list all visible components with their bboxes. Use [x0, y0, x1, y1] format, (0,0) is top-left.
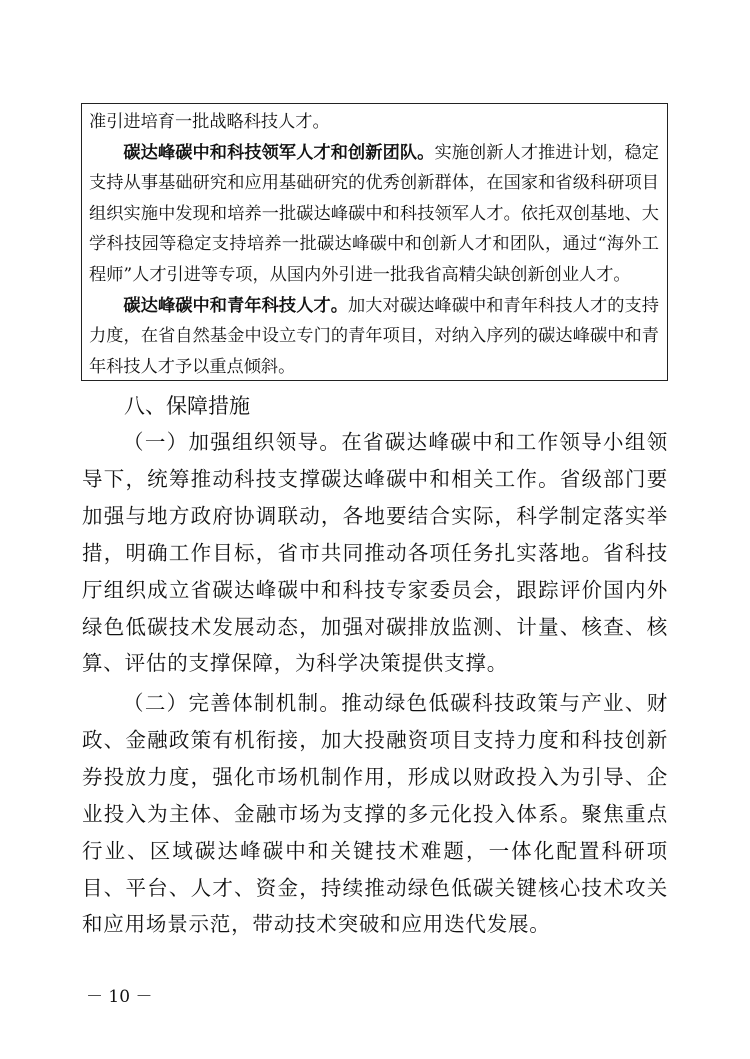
- body-paragraph-organization: （一）加强组织领导。在省碳达峰碳中和工作领导小组领导下，统筹推动科技支撑碳达峰碳中和相关工作。省级部门要加强与地方政府协调联动，各地要结合实际，科学制定落实举措，明确工作目标，省市共同推动各项任务扎实落地。省科技厅组织成立省碳达峰碳中和科技专家委员会，跟踪评价国内外绿色低碳技术发展动态，加强对碳排放监测、计量、核查、核算、评估的支撑保障，为科学决策提供支撑。: [82, 430, 668, 676]
- section-heading: 八、保障措施: [124, 394, 250, 418]
- box-paragraph-young-talent: [89, 291, 659, 383]
- box-paragraph-lead-bold: 碳达峰碳中和青年科技人才。: [123, 295, 349, 316]
- box-paragraph-leading-talent: [89, 138, 659, 291]
- boxed-text-frame: [81, 103, 668, 381]
- box-paragraph-lead-bold: 碳达峰碳中和科技领军人才和创新团队。: [123, 142, 435, 163]
- box-paragraph-body: 实施创新人才推进计划，稳定支持从事基础研究和应用基础研究的优秀创新群体，在国家和省级科研项目组织实施中发现和培养一批碳达峰碳中和科技领军人才。依托双创基地、大学科技园等稳定支持培养一批碳达峰碳中和创新人才和团队，通过“海外工程师”人才引进等专项，从国内外引进一批我省高精尖缺创新创业人才。: [89, 142, 659, 285]
- body-paragraph-mechanism: （二）完善体制机制。推动绿色低碳科技政策与产业、财政、金融政策有机衔接，加大投融资项目支持力度和科技创新券投放力度，强化市场机制作用，形成以财政投入为引导、企业投入为主体、金融市场为支撑的多元化投入体系。聚焦重点行业、区域碳达峰碳中和关键技术难题，一体化配置科研项目、平台、人才、资金，持续推动绿色低碳关键核心技术攻关和应用场景示范，带动技术突破和应用迭代发展。: [82, 691, 668, 937]
- box-line-continuation: 准引进培育一批战略科技人才。: [89, 112, 330, 132]
- box-paragraph-body: 加大对碳达峰碳中和青年科技人才的支持力度，在省自然基金中设立专门的青年项目，对纳入序列的碳达峰碳中和青年科技人才予以重点倾斜。: [89, 295, 659, 377]
- page-number: － 10 －: [86, 987, 153, 1007]
